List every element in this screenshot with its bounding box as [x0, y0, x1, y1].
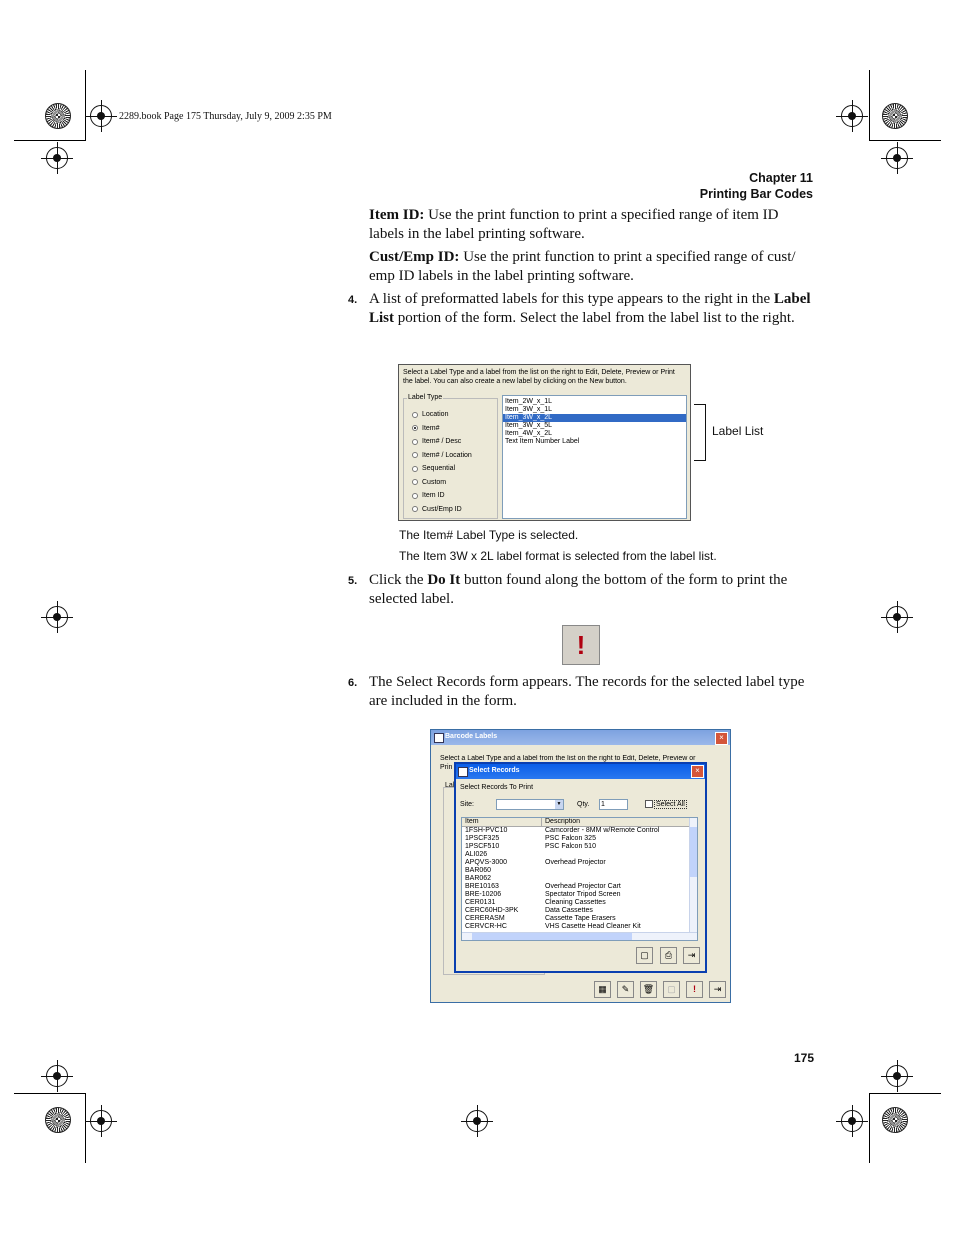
registration-mark-icon — [841, 105, 863, 127]
registration-mark-icon — [90, 1110, 112, 1132]
step-number: 6. — [348, 677, 358, 689]
label-list-item[interactable]: Item_2W_x_1L — [505, 398, 553, 405]
label-list[interactable] — [502, 395, 687, 519]
custemp-paragraph — [369, 248, 814, 286]
print-slug: 2289.book Page 175 Thursday, July 9, 2009 2:35 PM — [119, 111, 332, 122]
radio-circle-icon — [412, 412, 418, 418]
item-cell: 1PSCF510 — [465, 843, 500, 850]
figure-caption-1: The Item# Label Type is selected. — [399, 528, 579, 542]
registration-mark-icon — [886, 606, 908, 628]
item-cell: CERVCR-HC — [465, 923, 507, 930]
item-cell: 1FSH-PVC10 — [465, 827, 508, 834]
do-it-button[interactable] — [562, 625, 600, 665]
table-row[interactable] — [462, 883, 690, 891]
label-type-radio[interactable] — [412, 408, 472, 422]
custemp-text: Use the print function to print a specified range of cust/ emp ID labels in the label printing software. — [369, 249, 796, 284]
item-cell: ALI026 — [465, 851, 488, 858]
label-type-option-label: Item# / Desc — [422, 438, 462, 446]
label-type-option-label: Cust/Emp ID — [422, 505, 462, 513]
horizontal-scrollbar[interactable] — [462, 932, 697, 940]
qty-input[interactable]: 1 — [599, 799, 628, 810]
table-row[interactable] — [462, 827, 690, 835]
radio-circle-icon — [412, 466, 418, 472]
print-button[interactable]: ⎙ — [660, 947, 677, 964]
item-cell: BAR062 — [465, 875, 492, 882]
column-divider — [541, 818, 542, 826]
table-row[interactable] — [462, 835, 690, 843]
custemp-term: Cust/Emp ID: — [369, 249, 460, 265]
chapter-number: Chapter 11 — [749, 171, 813, 185]
radio-circle-icon — [412, 493, 418, 499]
crop-mark — [14, 140, 86, 141]
scroll-thumb[interactable] — [472, 933, 632, 940]
column-header-description: Description — [545, 818, 581, 825]
registration-mark-icon — [886, 147, 908, 169]
step-6-paragraph: The Select Records form appears. The records for the selected label type are included in the form. — [369, 674, 805, 709]
radio-circle-icon — [412, 506, 418, 512]
label-type-radio[interactable] — [412, 462, 472, 476]
radio-circle-icon — [412, 425, 418, 431]
label-type-group-label: Label Type — [408, 394, 443, 401]
description-cell: Camcorder - 8MM w/Remote Control — [545, 827, 660, 834]
table-row[interactable] — [462, 875, 690, 883]
label-list-item[interactable]: Item_3W_x_5L — [505, 422, 553, 429]
registration-star-icon — [45, 103, 71, 129]
records-table[interactable] — [461, 817, 698, 941]
description-cell: Cleaning Cassettes — [545, 899, 606, 906]
exclamation-icon: ! — [576, 629, 586, 660]
description-cell: Overhead Projector Cart — [545, 883, 621, 890]
select-records-subtitle: Select Records To Print — [460, 784, 534, 791]
barcode-labels-window — [430, 729, 731, 1003]
page-number: 175 — [793, 1051, 814, 1065]
app-icon — [434, 733, 444, 743]
step-5-term: Do It — [427, 572, 461, 588]
registration-mark-icon — [46, 1065, 68, 1087]
description-cell: Cassette Tape Erasers — [545, 915, 616, 922]
table-row[interactable] — [462, 907, 690, 915]
inner-title-bar — [456, 764, 705, 779]
step-5-paragraph — [369, 571, 814, 609]
label-type-option-label: Item# / Location — [422, 451, 472, 459]
table-row[interactable] — [462, 851, 690, 859]
registration-mark-icon — [466, 1110, 488, 1132]
description-cell: PSC Falcon 510 — [545, 843, 596, 850]
crop-mark — [14, 1093, 86, 1094]
edit-button[interactable]: ✎ — [617, 981, 634, 998]
label-type-radio[interactable] — [412, 435, 472, 449]
table-row[interactable] — [462, 899, 690, 907]
item-id-paragraph — [369, 206, 814, 244]
close-icon[interactable]: × — [691, 765, 704, 778]
table-row[interactable] — [462, 843, 690, 851]
outer-group-label: Lal — [445, 782, 455, 789]
label-type-screenshot — [398, 364, 691, 521]
registration-star-icon — [882, 103, 908, 129]
registration-mark-icon — [46, 606, 68, 628]
new-button[interactable]: ▦ — [594, 981, 611, 998]
registration-mark-icon — [46, 147, 68, 169]
select-all-label: Select All — [656, 801, 685, 808]
outer-toolbar — [431, 978, 730, 1002]
select-all-checkbox[interactable] — [645, 800, 653, 808]
label-list-item[interactable]: Text Item Number Label — [505, 438, 580, 445]
registration-mark-icon — [90, 105, 112, 127]
table-row[interactable] — [462, 923, 690, 931]
outer-title: Barcode Labels — [445, 733, 498, 740]
step-4-paragraph — [369, 290, 814, 328]
registration-mark-icon — [841, 1110, 863, 1132]
do-it-button-small[interactable]: ! — [686, 981, 703, 998]
label-type-radio[interactable] — [412, 489, 472, 503]
label-type-radio[interactable] — [412, 422, 472, 436]
item-cell: 1PSCF325 — [465, 835, 500, 842]
site-select[interactable] — [496, 799, 564, 810]
label-type-option-label: Custom — [422, 478, 447, 486]
description-cell: Data Cassettes — [545, 907, 593, 914]
figure-caption-2: The Item 3W x 2L label format is selected from the label list. — [399, 549, 717, 563]
label-list-bracket — [694, 404, 706, 461]
inner-title: Select Records — [469, 767, 520, 774]
step-number: 5. — [348, 575, 358, 587]
vertical-scrollbar[interactable] — [689, 818, 697, 932]
registration-mark-icon — [886, 1065, 908, 1087]
chapter-title: Printing Bar Codes — [699, 187, 813, 201]
radio-circle-icon — [412, 439, 418, 445]
instructions-text: Select a Label Type and a label from the list on the right to Edit, Delete, Preview or Print the label. You can also create a new label by clicking on the New button. — [403, 369, 675, 385]
label-type-option-label: Location — [422, 411, 449, 419]
label-type-radio-list — [412, 408, 472, 516]
table-row[interactable] — [462, 859, 690, 867]
registration-star-icon — [882, 1107, 908, 1133]
chevron-down-icon: ▼ — [556, 801, 562, 807]
step-5-text-c: button found along the bottom of the form to print the selected label. — [369, 572, 788, 607]
step-number: 4. — [348, 294, 358, 306]
label-list-item[interactable]: Item_3W_x_2L — [503, 414, 686, 422]
select-records-dialog — [454, 762, 707, 973]
item-id-term: Item ID: — [369, 207, 425, 223]
description-cell: VHS Casette Head Cleaner Kit — [545, 923, 641, 930]
table-row[interactable] — [462, 891, 690, 899]
delete-button[interactable]: 🗑 — [640, 981, 657, 998]
description-cell: Overhead Projector — [545, 859, 606, 866]
radio-circle-icon — [412, 452, 418, 458]
step-4-term: Label List — [369, 291, 811, 326]
close-icon[interactable]: × — [715, 732, 728, 745]
item-cell: CERC60HD-3PK — [465, 907, 519, 914]
registration-star-icon — [45, 1107, 71, 1133]
label-type-radio[interactable] — [412, 476, 472, 490]
crop-mark — [869, 140, 941, 141]
qty-label: Qty. — [577, 801, 590, 808]
crop-mark — [869, 70, 870, 140]
app-icon — [458, 767, 468, 777]
description-cell: Spectator Tripod Screen — [545, 891, 621, 898]
table-header — [462, 818, 690, 827]
table-row[interactable] — [462, 915, 690, 923]
radio-circle-icon — [412, 479, 418, 485]
step-5-text-a: Click the — [369, 572, 428, 588]
column-header-item: Item — [465, 818, 479, 825]
table-body — [462, 827, 690, 931]
exit-button[interactable]: ⇥ — [709, 981, 726, 998]
crop-mark — [869, 1093, 870, 1163]
label-type-option-label: Item# — [422, 424, 440, 432]
outer-instructions-2: Prin — [440, 764, 453, 771]
exit-button[interactable]: ⇥ — [683, 947, 700, 964]
crop-mark — [869, 1093, 941, 1094]
item-id-text: Use the print function to print a specified range of item ID labels in the label printing software. — [369, 207, 779, 242]
description-cell: PSC Falcon 325 — [545, 835, 596, 842]
label-type-option-label: Sequential — [422, 465, 456, 473]
item-cell: BRE-10206 — [465, 891, 502, 898]
preview-button[interactable]: ▢ — [636, 947, 653, 964]
label-list-callout: Label List — [712, 424, 764, 438]
label-type-option-label: Item ID — [422, 492, 445, 500]
preview-button[interactable]: ▢ — [663, 981, 680, 998]
scroll-thumb[interactable] — [690, 827, 697, 877]
table-row[interactable] — [462, 867, 690, 875]
outer-title-bar — [431, 730, 730, 745]
label-type-radio[interactable] — [412, 503, 472, 517]
crop-mark — [85, 1093, 86, 1163]
label-list-item[interactable]: Item_4W_x_2L — [505, 430, 553, 437]
outer-instructions: Select a Label Type and a label from the list on the right to Edit, Delete, Preview or — [440, 755, 696, 762]
step-4-text-a: A list of preformatted labels for this type appears to the right in the — [369, 291, 774, 307]
site-label: Site: — [460, 801, 475, 808]
item-cell: APQVS-3000 — [465, 859, 508, 866]
label-list-item[interactable]: Item_3W_x_1L — [505, 406, 553, 413]
step-4-text-c: portion of the form. Select the label from the label list to the right. — [394, 310, 795, 326]
crop-mark — [85, 70, 86, 140]
item-cell: CERERASM — [465, 915, 505, 922]
item-cell: BAR060 — [465, 867, 492, 874]
label-type-radio[interactable] — [412, 449, 472, 463]
item-cell: BRE10163 — [465, 883, 499, 890]
item-cell: CER0131 — [465, 899, 496, 906]
